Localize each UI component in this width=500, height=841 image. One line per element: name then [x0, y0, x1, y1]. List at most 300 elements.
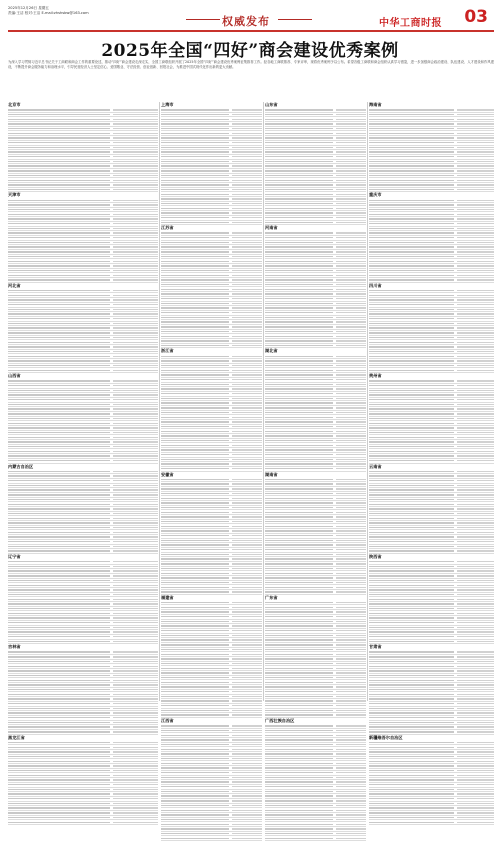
case-title-placeholder — [161, 156, 229, 157]
case-org-placeholder — [232, 568, 262, 569]
case-title-placeholder — [369, 622, 454, 623]
case-org-placeholder — [336, 256, 366, 257]
case-org-placeholder — [336, 440, 366, 441]
case-org-placeholder — [113, 365, 158, 366]
case-org-placeholder — [457, 541, 495, 542]
case-org-placeholder — [336, 340, 366, 341]
case-org-placeholder — [232, 725, 262, 726]
case-title-placeholder — [265, 554, 333, 555]
column-4 — [369, 102, 494, 740]
case-title-placeholder — [161, 582, 229, 583]
case-org-placeholder — [232, 459, 262, 460]
case-org-placeholder — [113, 437, 158, 438]
case-title-placeholder — [265, 208, 333, 209]
case-org-placeholder — [113, 550, 158, 551]
case-title-placeholder — [265, 463, 333, 464]
case-title-placeholder — [161, 819, 229, 820]
case-org-placeholder — [336, 630, 366, 631]
case-title-placeholder — [8, 327, 110, 328]
case-org-placeholder — [457, 232, 495, 233]
case-title-placeholder — [369, 313, 454, 314]
case-title-placeholder — [369, 151, 454, 152]
case-title-placeholder — [369, 228, 454, 229]
case-org-placeholder — [232, 303, 262, 304]
case-title-placeholder — [8, 631, 110, 632]
case-org-placeholder — [336, 649, 366, 650]
case-org-placeholder — [113, 342, 158, 343]
case-title-placeholder — [161, 194, 229, 195]
case-title-placeholder — [161, 468, 229, 469]
case-title-placeholder — [265, 493, 333, 494]
case-org-placeholder — [336, 289, 366, 290]
case-org-placeholder — [457, 385, 495, 386]
case-org-placeholder — [232, 763, 262, 764]
case-org-placeholder — [113, 418, 158, 419]
case-title-placeholder — [161, 526, 229, 527]
case-title-placeholder — [161, 261, 229, 262]
case-title-placeholder — [161, 786, 229, 787]
case-org-placeholder — [336, 232, 366, 233]
case-title-placeholder — [369, 265, 454, 266]
case-title-placeholder — [161, 710, 229, 711]
case-org-placeholder — [232, 165, 262, 166]
case-title-placeholder — [8, 413, 110, 414]
case-title-placeholder — [8, 175, 110, 176]
case-title-placeholder — [161, 677, 229, 678]
case-title-placeholder — [8, 717, 110, 718]
case-title-placeholder — [265, 677, 333, 678]
case-org-placeholder — [336, 384, 366, 385]
case-org-placeholder — [457, 742, 495, 743]
case-org-placeholder — [113, 279, 158, 280]
case-org-placeholder — [457, 318, 495, 319]
case-title-placeholder — [369, 580, 454, 581]
case-org-placeholder — [457, 323, 495, 324]
case-org-placeholder — [113, 256, 158, 257]
case-title-placeholder — [369, 360, 454, 361]
case-title-placeholder — [161, 544, 229, 545]
case-title-placeholder — [265, 777, 333, 778]
case-title-placeholder — [161, 625, 229, 626]
case-title-placeholder — [265, 772, 333, 773]
case-org-placeholder — [336, 735, 366, 736]
case-org-placeholder — [457, 189, 495, 190]
case-org-placeholder — [232, 284, 262, 285]
case-title-placeholder — [161, 203, 229, 204]
case-title-placeholder — [265, 672, 333, 673]
case-title-placeholder — [369, 175, 454, 176]
case-org-placeholder — [336, 194, 366, 195]
case-org-placeholder — [113, 684, 158, 685]
case-org-placeholder — [336, 677, 366, 678]
case-title-placeholder — [8, 189, 110, 190]
case-title-placeholder — [369, 156, 454, 157]
case-title-placeholder — [369, 370, 454, 371]
case-org-placeholder — [336, 421, 366, 422]
case-title-placeholder — [369, 703, 454, 704]
case-row — [265, 836, 366, 841]
case-org-placeholder — [336, 749, 366, 750]
case-org-placeholder — [232, 275, 262, 276]
region-heading: 江西省 — [161, 717, 174, 723]
case-org-placeholder — [457, 708, 495, 709]
case-org-placeholder — [113, 656, 158, 657]
case-org-placeholder — [457, 184, 495, 185]
case-title-placeholder — [369, 446, 454, 447]
case-org-placeholder — [457, 784, 495, 785]
case-org-placeholder — [457, 161, 495, 162]
case-org-placeholder — [336, 535, 366, 536]
case-org-placeholder — [457, 446, 495, 447]
case-org-placeholder — [336, 705, 366, 706]
case-org-placeholder — [113, 251, 158, 252]
case-org-placeholder — [457, 504, 495, 505]
case-title-placeholder — [369, 608, 454, 609]
case-title-placeholder — [265, 165, 333, 166]
case-org-placeholder — [113, 432, 158, 433]
case-org-placeholder — [232, 682, 262, 683]
case-title-placeholder — [265, 512, 333, 513]
case-title-placeholder — [161, 700, 229, 701]
case-org-placeholder — [232, 735, 262, 736]
case-title-placeholder — [369, 712, 454, 713]
case-title-placeholder — [265, 246, 333, 247]
case-title-placeholder — [369, 751, 454, 752]
case-org-placeholder — [457, 485, 495, 486]
case-title-placeholder — [265, 203, 333, 204]
case-org-placeholder — [232, 591, 262, 592]
case-title-placeholder — [369, 142, 454, 143]
case-title-placeholder — [161, 730, 229, 731]
case-org-placeholder — [232, 663, 262, 664]
case-org-placeholder — [113, 184, 158, 185]
page-title: 2025年全国“四好”商会建设优秀案例 — [101, 41, 399, 61]
case-title-placeholder — [369, 575, 454, 576]
case-org-placeholder — [336, 331, 366, 332]
case-title-placeholder — [8, 275, 110, 276]
case-org-placeholder — [336, 625, 366, 626]
case-org-placeholder — [336, 644, 366, 645]
case-title-placeholder — [369, 346, 454, 347]
case-org-placeholder — [457, 175, 495, 176]
case-title-placeholder — [161, 175, 229, 176]
case-org-placeholder — [113, 390, 158, 391]
case-title-placeholder — [369, 385, 454, 386]
case-title-placeholder — [8, 499, 110, 500]
case-title-placeholder — [265, 435, 333, 436]
case-org-placeholder — [113, 423, 158, 424]
case-org-placeholder — [113, 441, 158, 442]
case-org-placeholder — [232, 356, 262, 357]
case-title-placeholder — [265, 805, 333, 806]
case-org-placeholder — [232, 573, 262, 574]
case-title-placeholder — [265, 440, 333, 441]
case-title-placeholder — [161, 512, 229, 513]
case-title-placeholder — [265, 621, 333, 622]
case-title-placeholder — [161, 184, 229, 185]
case-org-placeholder — [232, 549, 262, 550]
case-org-placeholder — [113, 575, 158, 576]
region-heading: 河南省 — [265, 225, 278, 231]
case-title-placeholder — [8, 575, 110, 576]
region-heading: 云南省 — [369, 463, 382, 469]
case-org-placeholder — [113, 161, 158, 162]
case-org-placeholder — [336, 374, 366, 375]
case-org-placeholder — [336, 246, 366, 247]
case-org-placeholder — [232, 658, 262, 659]
case-title-placeholder — [369, 603, 454, 604]
case-title-placeholder — [369, 114, 454, 115]
case-org-placeholder — [457, 670, 495, 671]
case-title-placeholder — [369, 675, 454, 676]
case-org-placeholder — [232, 336, 262, 337]
case-title-placeholder — [161, 587, 229, 588]
case-title-placeholder — [8, 504, 110, 505]
section-rule-left — [186, 19, 220, 20]
case-org-placeholder — [457, 761, 495, 762]
date-line: 2025年12月26日 星期五 — [8, 6, 49, 10]
case-org-placeholder — [232, 616, 262, 617]
case-org-placeholder — [113, 408, 158, 409]
case-org-placeholder — [457, 532, 495, 533]
case-title-placeholder — [265, 303, 333, 304]
case-org-placeholder — [457, 518, 495, 519]
case-title-placeholder — [8, 570, 110, 571]
case-org-placeholder — [232, 180, 262, 181]
column-divider — [367, 102, 368, 701]
case-org-placeholder — [457, 656, 495, 657]
case-title-placeholder — [161, 128, 229, 129]
column-3 — [265, 102, 366, 723]
case-org-placeholder — [113, 717, 158, 718]
case-title-placeholder — [265, 321, 333, 322]
case-org-placeholder — [336, 217, 366, 218]
case-title-placeholder — [8, 432, 110, 433]
case-title-placeholder — [369, 717, 454, 718]
case-org-placeholder — [336, 621, 366, 622]
case-title-placeholder — [265, 735, 333, 736]
case-title-placeholder — [369, 380, 454, 381]
case-title-placeholder — [265, 307, 333, 308]
case-org-placeholder — [336, 365, 366, 366]
case-org-placeholder — [232, 321, 262, 322]
case-org-placeholder — [457, 589, 495, 590]
case-title-placeholder — [161, 705, 229, 706]
case-title-placeholder — [265, 198, 333, 199]
case-title-placeholder — [265, 587, 333, 588]
case-org-placeholder — [232, 686, 262, 687]
case-org-placeholder — [457, 675, 495, 676]
region-heading: 重庆市 — [369, 192, 382, 198]
case-org-placeholder — [232, 749, 262, 750]
case-org-placeholder — [113, 427, 158, 428]
case-org-placeholder — [232, 161, 262, 162]
case-title-placeholder — [265, 326, 333, 327]
case-org-placeholder — [232, 753, 262, 754]
case-org-placeholder — [113, 508, 158, 509]
case-title-placeholder — [369, 631, 454, 632]
case-org-placeholder — [113, 636, 158, 637]
section-rule-right — [278, 19, 312, 20]
case-title-placeholder — [369, 680, 454, 681]
case-title-placeholder — [265, 156, 333, 157]
case-org-placeholder — [232, 365, 262, 366]
case-title-placeholder — [369, 408, 454, 409]
case-org-placeholder — [232, 795, 262, 796]
case-title-placeholder — [265, 705, 333, 706]
case-title-placeholder — [161, 654, 229, 655]
case-title-placeholder — [265, 791, 333, 792]
case-title-placeholder — [8, 423, 110, 424]
case-title-placeholder — [161, 795, 229, 796]
case-title-placeholder — [8, 603, 110, 604]
case-org-placeholder — [336, 635, 366, 636]
case-org-placeholder — [232, 512, 262, 513]
case-title-placeholder — [161, 507, 229, 508]
case-title-placeholder — [161, 265, 229, 266]
case-title-placeholder — [8, 765, 110, 766]
case-title-placeholder — [369, 147, 454, 148]
case-title-placeholder — [265, 137, 333, 138]
case-org-placeholder — [232, 203, 262, 204]
case-org-placeholder — [232, 256, 262, 257]
case-org-placeholder — [113, 698, 158, 699]
case-title-placeholder — [265, 426, 333, 427]
case-title-placeholder — [369, 137, 454, 138]
case-title-placeholder — [369, 270, 454, 271]
case-title-placeholder — [8, 156, 110, 157]
case-org-placeholder — [232, 691, 262, 692]
region-heading: 天津市 — [8, 192, 21, 198]
case-title-placeholder — [265, 649, 333, 650]
case-org-placeholder — [336, 549, 366, 550]
case-org-placeholder — [232, 786, 262, 787]
case-title-placeholder — [8, 822, 110, 823]
case-title-placeholder — [8, 128, 110, 129]
case-org-placeholder — [457, 275, 495, 276]
case-title-placeholder — [265, 161, 333, 162]
case-org-placeholder — [336, 212, 366, 213]
case-org-placeholder — [113, 589, 158, 590]
case-org-placeholder — [232, 279, 262, 280]
case-org-placeholder — [336, 805, 366, 806]
case-org-placeholder — [336, 321, 366, 322]
case-title-placeholder — [265, 468, 333, 469]
case-org-placeholder — [457, 561, 495, 562]
case-org-placeholder — [457, 817, 495, 818]
case-title-placeholder — [369, 793, 454, 794]
case-title-placeholder — [369, 765, 454, 766]
case-title-placeholder — [265, 256, 333, 257]
case-title-placeholder — [8, 561, 110, 562]
case-title-placeholder — [8, 803, 110, 804]
case-title-placeholder — [265, 686, 333, 687]
case-org-placeholder — [457, 494, 495, 495]
case-org-placeholder — [457, 594, 495, 595]
case-title-placeholder — [8, 784, 110, 785]
case-org-placeholder — [113, 404, 158, 405]
case-org-placeholder — [457, 242, 495, 243]
case-org-placeholder — [232, 170, 262, 171]
case-org-placeholder — [457, 360, 495, 361]
case-org-placeholder — [336, 791, 366, 792]
case-title-placeholder — [8, 323, 110, 324]
case-org-placeholder — [113, 513, 158, 514]
case-org-placeholder — [113, 532, 158, 533]
case-title-placeholder — [369, 323, 454, 324]
case-org-placeholder — [232, 777, 262, 778]
case-title-placeholder — [369, 518, 454, 519]
case-org-placeholder — [457, 279, 495, 280]
case-org-placeholder — [232, 463, 262, 464]
case-org-placeholder — [457, 437, 495, 438]
case-org-placeholder — [336, 468, 366, 469]
case-org-placeholder — [232, 412, 262, 413]
case-title-placeholder — [265, 284, 333, 285]
case-org-placeholder — [113, 480, 158, 481]
case-org-placeholder — [232, 137, 262, 138]
case-title-placeholder — [8, 356, 110, 357]
region-heading: 山东省 — [265, 102, 278, 107]
case-title-placeholder — [161, 379, 229, 380]
case-org-placeholder — [232, 114, 262, 115]
case-org-placeholder — [232, 379, 262, 380]
case-org-placeholder — [336, 360, 366, 361]
case-title-placeholder — [8, 494, 110, 495]
case-org-placeholder — [457, 770, 495, 771]
case-title-placeholder — [8, 161, 110, 162]
case-title-placeholder — [265, 814, 333, 815]
case-title-placeholder — [161, 208, 229, 209]
case-org-placeholder — [113, 299, 158, 300]
case-org-placeholder — [336, 483, 366, 484]
case-org-placeholder — [336, 544, 366, 545]
case-org-placeholder — [232, 630, 262, 631]
case-org-placeholder — [113, 228, 158, 229]
case-title-placeholder — [265, 194, 333, 195]
case-title-placeholder — [265, 800, 333, 801]
case-org-placeholder — [336, 170, 366, 171]
case-org-placeholder — [457, 585, 495, 586]
case-title-placeholder — [265, 212, 333, 213]
case-org-placeholder — [457, 812, 495, 813]
case-title-placeholder — [265, 644, 333, 645]
case-org-placeholder — [457, 599, 495, 600]
case-title-placeholder — [161, 805, 229, 806]
case-org-placeholder — [336, 208, 366, 209]
case-org-placeholder — [457, 751, 495, 752]
case-org-placeholder — [336, 119, 366, 120]
case-org-placeholder — [232, 237, 262, 238]
case-title-placeholder — [369, 789, 454, 790]
case-title-placeholder — [369, 128, 454, 129]
case-title-placeholder — [369, 218, 454, 219]
case-org-placeholder — [457, 119, 495, 120]
case-org-placeholder — [232, 758, 262, 759]
case-title-placeholder — [265, 340, 333, 341]
case-title-placeholder — [265, 454, 333, 455]
case-org-placeholder — [232, 402, 262, 403]
case-title-placeholder — [8, 627, 110, 628]
case-org-placeholder — [336, 758, 366, 759]
case-org-placeholder — [336, 540, 366, 541]
case-org-placeholder — [336, 270, 366, 271]
case-org-placeholder — [336, 445, 366, 446]
case-org-placeholder — [113, 385, 158, 386]
case-org-placeholder — [113, 812, 158, 813]
case-org-placeholder — [232, 184, 262, 185]
case-org-placeholder — [232, 421, 262, 422]
